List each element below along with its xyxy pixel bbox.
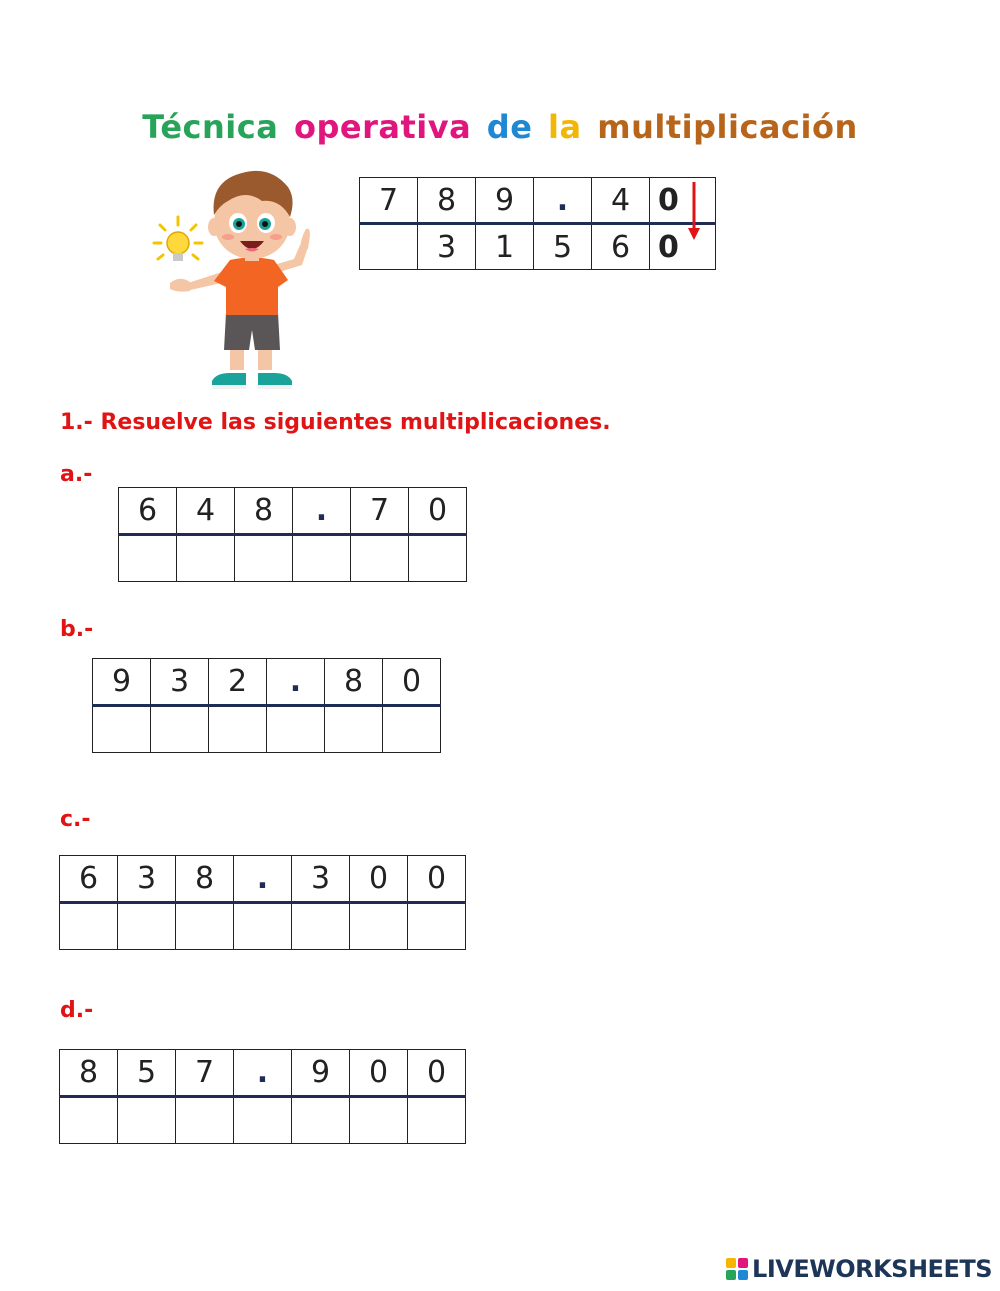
digit-cell: 0 [408,1050,466,1097]
example-bottom-cell-2: 3 [418,224,476,270]
title-word-3: de [486,108,533,146]
example-bottom-cell-1 [360,224,418,270]
example-bottom-cell-5: 6 [592,224,650,270]
example-bottom-cell-3: 1 [476,224,534,270]
answer-cell[interactable] [118,903,176,950]
answer-cell[interactable] [408,1097,466,1144]
digit-cell: 8 [325,659,383,706]
exercise-grid-a [118,487,467,582]
down-arrow-icon [684,180,704,242]
exercise-grid-d [59,1049,466,1144]
answer-cell[interactable] [292,903,350,950]
digit-cell: 6 [60,856,118,903]
digit-cell: 3 [118,856,176,903]
digit-cell: 2 [209,659,267,706]
example-top-cell-1: 7 [360,178,418,224]
answer-cell[interactable] [176,1097,234,1144]
answer-cell[interactable] [93,706,151,753]
digit-cell: 3 [151,659,209,706]
digit-cell: 0 [409,488,467,535]
answer-cell[interactable] [351,535,409,582]
exercise-grid-c [59,855,466,950]
answer-cell[interactable] [267,706,325,753]
digit-cell: 7 [176,1050,234,1097]
liveworksheets-logo[interactable] [726,1254,992,1284]
title-word-5: multiplicación [597,108,858,146]
logo-text: LIVEWORKSHEETS [752,1255,992,1283]
worksheet-title [0,108,1000,146]
decimal-point-cell: . [293,488,351,535]
answer-cell[interactable] [151,706,209,753]
exercise-grid-b [92,658,441,753]
digit-cell: 7 [351,488,409,535]
answer-cell[interactable] [176,903,234,950]
digit-cell: 0 [350,1050,408,1097]
answer-cell[interactable] [234,903,292,950]
example-bottom-cell-4: 5 [534,224,592,270]
title-word-2: operativa [293,108,472,146]
digit-cell: 9 [93,659,151,706]
digit-cell: 9 [292,1050,350,1097]
decimal-point-cell: . [234,856,292,903]
answer-cell[interactable] [209,706,267,753]
digit-cell: 0 [383,659,441,706]
example-bottom-cell-6: 0 [650,224,716,270]
example-top-cell-6: 0 [650,178,716,224]
example-top-cell-4: . [534,178,592,224]
example-top-cell-3: 9 [476,178,534,224]
answer-cell[interactable] [325,706,383,753]
digit-cell: 8 [235,488,293,535]
answer-cell[interactable] [60,903,118,950]
answer-cell[interactable] [234,1097,292,1144]
answer-cell[interactable] [177,535,235,582]
answer-cell[interactable] [60,1097,118,1144]
answer-cell[interactable] [119,535,177,582]
digit-cell: 0 [408,856,466,903]
lightbulb-icon [154,217,202,261]
instruction-text: 1.- Resuelve las siguientes multiplicaciones. [60,410,611,435]
answer-cell[interactable] [235,535,293,582]
boy-illustration [150,165,340,400]
decimal-point-cell: . [234,1050,292,1097]
exercise-label-d: d.- [60,998,94,1023]
digit-cell: 3 [292,856,350,903]
digit-cell: 0 [350,856,408,903]
logo-mark-icon [726,1258,748,1280]
answer-cell[interactable] [409,535,467,582]
answer-cell[interactable] [118,1097,176,1144]
digit-cell: 8 [60,1050,118,1097]
answer-cell[interactable] [350,903,408,950]
decimal-point-cell: . [267,659,325,706]
exercise-label-b: b.- [60,617,94,642]
digit-cell: 5 [118,1050,176,1097]
example-top-cell-5: 4 [592,178,650,224]
answer-cell[interactable] [408,903,466,950]
title-word-4: la [548,108,582,146]
answer-cell[interactable] [293,535,351,582]
example-top-cell-2: 8 [418,178,476,224]
answer-cell[interactable] [292,1097,350,1144]
digit-cell: 8 [176,856,234,903]
title-word-1: Técnica [142,108,279,146]
digit-cell: 4 [177,488,235,535]
example-grid [359,177,716,270]
exercise-label-a: a.- [60,462,93,487]
exercise-label-c: c.- [60,807,91,832]
answer-cell[interactable] [350,1097,408,1144]
digit-cell: 6 [119,488,177,535]
answer-cell[interactable] [383,706,441,753]
